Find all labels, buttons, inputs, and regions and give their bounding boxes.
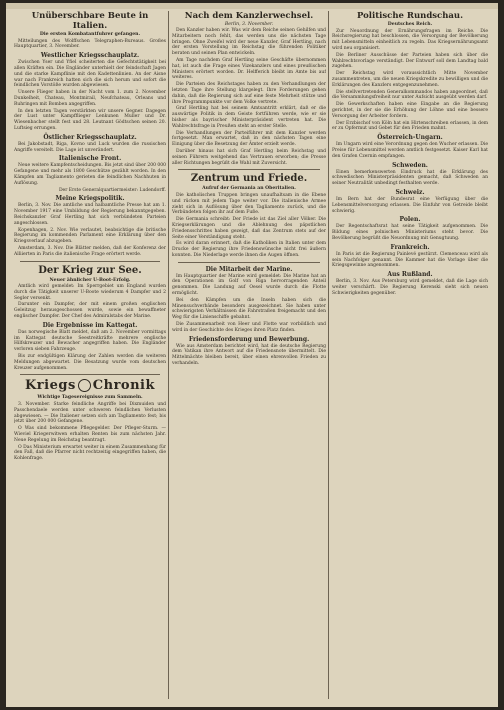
- iron-cross-icon: [78, 379, 91, 392]
- section-heading: Die Mitarbeit der Marine.: [205, 265, 293, 273]
- article-text: Zwischen Yser und Yfiel scheiterten die Gefechtstätigkeit bei allen Kräften ein. Die Engländer unterhielt der feindschaft Jagen und die starke Kampflinie mit den Kadettenlinien. An der Aisne war nach Frankreich hatten sich die sich herum und sofort die feindlichen Vorstöße wurden abgewiesen.: [14, 60, 166, 89]
- article-text: Der Reichstag wird voraussichtlich Mitte November zusammentreten, um die neuen Kriegskredite zu bewilligen und die Erklärungen des Kanzlers entgegenzunehmen.: [332, 71, 488, 88]
- subhead-italy: Die ersten Kombatantfuhrer gefangen.: [39, 32, 141, 37]
- article-text: Im Bern hat der Bundesrat eine Verfügung über die Lebensmittelversorgung erlassen. Die Einfuhr von Getreide bleibt schwierig.: [332, 196, 488, 214]
- section-heading: Östlicher Kriegsschauplatz.: [43, 133, 137, 141]
- article-text: Graf Hertling hat bei seinem Amtsantritt erklärt, daß er die auswärtige Politik in dem Geiste fortführen werde, wie er sie bisher als bayrischer Ministerpräsident vertreten hat. Die Wahlrechtsfrage in Preußen steht an erster Stelle.: [172, 106, 326, 129]
- section-heading: Die Ergebnisse im Kattegat.: [42, 321, 138, 329]
- article-text: Den Kanzler haben wir. Was wir dem Reiche seinen Gehilfen und Mitarbeitern noch fehlt, das werden uns die nächsten Tage bringen. Ohne Zweifel wird der neue Kanzler, Graf Hertling, nach der ersten Vorstellung im Reichstag die führenden Politiker beraten und seinen Plan entwickeln.: [172, 28, 326, 57]
- subhead-peace: Aufruf der Germania an Oberitalien.: [202, 186, 296, 192]
- section-heading: Italienische Front.: [58, 155, 122, 163]
- section-heading: Österreich-Ungarn.: [377, 134, 443, 142]
- article-text: Die Germania schreibt: Der Friede ist das Ziel aller Völker. Die Kriegserklärungen und die Ablehnung des päpstlichen Friedensschrittes haben gezeigt, daß das Zentrum stets auf der Seite einer Verständigung steht.: [172, 217, 326, 240]
- article-text: Amsterdam, 3. Nov. Die Blätter melden, daß der Konferenz der Alliierten in Paris die italienische Frage erörtert werde.: [14, 245, 166, 257]
- article-text: 3. November. Starke feindliche Angriffe bei Dixmuiden und Passchendaele werden unter schweren feindlichen Verlusten abgewiesen. — Die Italiener setzen sich am Tagliamento fest; bis jetzt über 200 000 Gefangene.: [14, 402, 166, 425]
- article-text: Berlin, 3. Nov. Aus Petersburg wird gemeldet, daß die Lage sich weiter verschärft. Die Regierung Kerenski sieht sich neuen Schwierigkeiten gegenüber.: [332, 279, 488, 296]
- article-text: Bei den Kämpfen um die Inseln haben sich die Minensuchverbände besonders ausgezeichnet. Sie haben unter schwierigsten Verhältnissen die Fahrstraßen freigemacht und den Weg für die Linienschiffe gebahnt.: [172, 297, 326, 321]
- chronicle-title-left: Kriegs: [25, 378, 76, 394]
- chronicle-subtitle: Wichtige Tagesereignisse zum Sammeln.: [37, 395, 143, 401]
- section-heading: Friedensforderung und Bewerbung.: [188, 335, 310, 343]
- article-text: Es wird daran erinnert, daß die Katholiken in Italien unter dem Drucke der Regierung ihre Friedenswünsche nicht frei äußern konnten. Die Niederlage werde ihnen die Augen öffnen.: [172, 241, 326, 258]
- section-heading: Schweden.: [392, 161, 428, 169]
- headline-sea-war: Der Krieg zur See.: [38, 264, 142, 276]
- article-text: In den letzten Tagen verstärkten wir unsere Gegner. Dagegen der Lust unter Kampfflieger Lenkunen Muller und Dr. Wiesenbacher stellt fest und 28. Leutnant Gödtschen seinen 20. Luftsieg errungen.: [14, 108, 166, 131]
- article-text: Der Erzbischof von Köln hat ein Hirtenschreiben erlassen, in dem er zu Opfermut und Gebet für den Frieden mahnt.: [332, 120, 488, 132]
- article-text: Berlin, 3. Nov. Die amtliche und halbamtliche Presse hat am 1. November 1917 eine Umbildung der Regierung bekanntgegeben. Reichskanzler Graf Hertling hat sich verbündeten Parteien angeschlossen.: [14, 203, 166, 226]
- section-heading: Schweiz.: [395, 188, 425, 196]
- column-rule-2: [328, 11, 329, 699]
- article-text: Neue weitere Kampfentscheidungen. Bis jetzt sind über 200 000 Gefangene und mehr als 1800 Geschütze gezählt worden. In den Kämpfen am Tagliamento gerieten die feindlichen Nachhuten in Auflösung.: [14, 163, 166, 186]
- article-text: Das norwegische Blatt meldet, daß am 2. November vormittags im Kattegat deutsche Seestreitkräfte mehrere englische Hilfskreuzer und Bewacher angegriffen haben. Die Engländer verloren sieben Fahrzeuge.: [14, 329, 166, 353]
- article-text: Die Gewerkschaften haben eine Eingabe an die Regierung gerichtet, in der sie die Erhöhung der Löhne und eine bessere Versorgung der Arbeiter fordern.: [332, 102, 488, 119]
- article-text: Der Regentschaftsrat hat seine Tätigkeit aufgenommen. Die Bildung eines polnischen Ministeriums steht bevor. Die Bevölkerung begrüßt die Neuordnung mit Genugtuung.: [332, 224, 488, 241]
- section-heading: Westlicher Kriegsschauplatz.: [40, 52, 140, 60]
- divider: [20, 374, 160, 375]
- article-text: Darunter ein Dampfer, der mit einem großen englischen Geleitzug herausgeschossen wurde, sowie ein bewaffneter englischer Dampfer. Der Chef des Admiralstabs der Marine.: [14, 302, 166, 320]
- column-rule-1: [168, 11, 169, 699]
- article-text: Unsere Flieger haben in der Nacht vom 1. zum 2. November Dunkelheit, Chateau, Montmirail, Neufchateau, Orleans und Ruhringen mit Bomben angegriffen.: [14, 90, 166, 107]
- headline-peace: Zentrum und Friede.: [190, 173, 308, 185]
- section-heading: Frankreich.: [390, 243, 430, 251]
- article-signature: Der Erste Generalquartiermeister: Ludendorff.: [58, 187, 166, 193]
- column-middle: [172, 11, 326, 701]
- headline-political-review: Politische Rundschau.: [356, 11, 464, 21]
- article-text: Einen bemerkenswerten Eindruck hat die Erklärung des schwedischen Ministerpräsidenten gemacht, daß Schweden an seiner Neutralität unbedingt festhalten werde.: [332, 169, 488, 187]
- article-text: Am Tage nachdem Graf Hertling seine Geschäfte übernommen hat, ist auch die Frage eines Vizekanzlers und eines preußischen Ministers erörtert worden. Dr. Helfferich bleibt im Amte bis auf weiteres.: [172, 57, 326, 81]
- article-text: In Paris ist die Regierung Painlevé gestürzt. Clemenceau wird als sein Nachfolger genannt. Die Kammer hat die Vorlage über die Kriegsgewinne angenommen.: [332, 251, 488, 269]
- article-text: Die katholischen Truppen bringen unaufhaltsam in die Ebene und rücken mit jedem Tage weiter vor. Die italienische Armee zieht sich in Auflösung über den Tagliamento zurück, und die Verbündeten folgen ihr auf dem Fuße.: [172, 192, 326, 216]
- column-left: [14, 11, 166, 701]
- headline-italy: Unüberschbare Beute in Italien.: [31, 11, 149, 31]
- article-text: Darüber hinaus hat sich Graf Hertling beim Reichstag und seinen Führern weitgehend das Vertrauen erworben; die Presse aller Richtungen begrüßt die Wahl mit Zuversicht.: [172, 148, 326, 166]
- article-text: O Was sind bekommene Pflegegelder. Der Pfleger-Sturm. — Wieviel Kriegerwitwen erhalten Renten bis zum nächsten Jahr. Neue Regelung im Reichstag beantragt.: [14, 426, 166, 443]
- section-heading: Meine Kriegspolitik.: [55, 195, 125, 203]
- article-text: Die Verhandlungen der Parteiführer mit dem Kanzler werden fortgesetzt. Man erwartet, daß in den nächsten Tagen eine Einigung über die Besetzung der Ämter erzielt werde.: [172, 130, 326, 148]
- chronicle-title-right: Chronik: [92, 378, 155, 394]
- article-text: Kopenhagen, 2. Nov. Wie verlautet, beabsichtige die britische Regierung im kommenden Parlament eine Erklärung über den Kriegsverlauf abzugeben.: [14, 227, 166, 245]
- column-right: [332, 11, 488, 701]
- article-text: O Das Ministerium erwartet weiter in einem Zusammenhang für den Fall, daß die Pfarrer nicht rechtzeitig eingegriffen haben, die Kohlenfrage.: [14, 444, 166, 462]
- article-text: Die Parteien des Reichstages haben zu den Verhandlungen der letzten Tage ihre Stellung klargelegt. Ihre Forderungen gehen dahin, daß die Regierung sich auf eine feste Mehrheit stütze und ihre Programmpunkte vor dem Volke vertrete.: [172, 82, 326, 105]
- article-text: Die Zusammenarbeit von Heer und Flotte war vorbildlich und wird in der Geschichte des Krieges ihren Platz finden.: [172, 322, 326, 333]
- article-text: Die Berliner Ausschüsse der Parteien haben sich über die Wahlrechtsvorlage verständigt. Der Entwurf soll dem Landtag bald zugehen.: [332, 52, 488, 70]
- war-chronicle-title: [14, 378, 166, 394]
- dateline: Berlin, 3. November.: [224, 22, 274, 27]
- article-text: Im Ungarn wird eine Verordnung gegen den Wucher erlassen. Die Preise für Lebensmittel werden amtlich festgesetzt. Kaiser Karl hat den Grafen Czernin empfangen.: [332, 142, 488, 159]
- page-top-edge: [6, 3, 498, 9]
- article-text: Amtlich wird gemeldet: Im Sperrgebiet um England wurden durch die Tätigkeit unserer U-Boote wiederum 4 Dampfer und 2 Segler versenkt.: [14, 284, 166, 301]
- section-heading: Aus Rußland.: [387, 271, 433, 279]
- article-text: Wie aus Amsterdam berichtet wird, hat die deutsche Regierung dem Vatikan ihre Antwort auf die Friedensnote übermittelt. Die Mittelmächte bleiben bereit, über einen ehrenvollen Frieden zu verhandeln.: [172, 343, 326, 367]
- subhead-german-reich: Deutsches Reich.: [387, 22, 433, 27]
- article-text: Bis zur endgültigen Klärung der Zahlen werden die weiteren Meldungen abgewartet. Die Besatzung wurde vom deutschen Kreuzer aufgenommen.: [14, 354, 166, 371]
- divider: [20, 261, 160, 262]
- article-text: Zur Neuordnung der Ernährungsfragen im Reiche. Die Reichsregierung hat beschlossen, die Versorgung der Bevölkerung mit Lebensmitteln einheitlich zu regeln. Das Kriegsernährungsamt wird neu organisiert.: [332, 28, 488, 51]
- newspaper-page: [6, 3, 498, 707]
- article-text: Bei Jakobstadt, Riga, Kovno und Luck wurden die russischen Angriffe vereitelt. Die Lage ist unverändert.: [14, 141, 166, 153]
- section-heading: Polen.: [399, 216, 421, 224]
- divider: [178, 262, 320, 263]
- headline-chancellor: Nach dem Kanzlerwechsel.: [184, 11, 314, 21]
- article-text: Die stellvertretenden Generalkommandos haben angeordnet, daß die Versammlungsfreiheit nur unter Aufsicht ausgeübt werden darf.: [332, 89, 488, 101]
- subhead-sea-war: Neuer ähnlicher U-Boot-Erfolg.: [49, 277, 131, 283]
- article-text: Mitteilungen des Wolffschen Telegraphen-Bureaus. Großes Hauptquartier, 3. November.: [14, 38, 166, 50]
- divider: [178, 169, 320, 170]
- article-text: Im Hauptquartier der Marine wird gemeldet: Die Marine hat an den Operationen im Golf von Riga hervorragenden Anteil genommen. Die Landung auf Oesel wurde durch die Flotte ermöglicht.: [172, 273, 326, 297]
